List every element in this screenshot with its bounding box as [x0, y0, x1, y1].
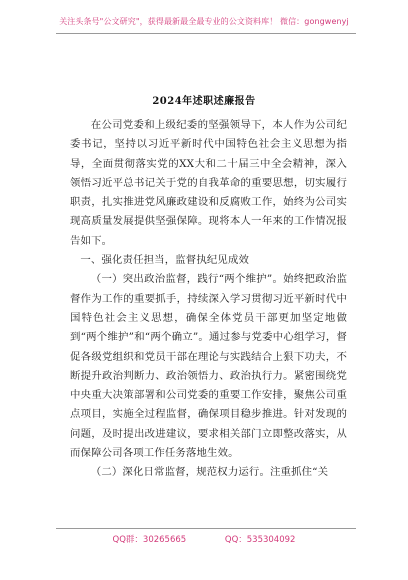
document-body — [70, 116, 347, 483]
document-title: 2024年述职述廉报告 — [152, 96, 256, 107]
footer-contact — [0, 533, 408, 545]
body-paragraph: （一）突出政治监督，践行“两个维护”。始终把政治监督作为工作的重要抓手，持续深入学习贯彻习近平新时代中国特色社会主义思想，确保全体党员干部更加坚定地做到“两个维护”和“两个确立”。通过参与党委中心组学习，督促各级党组织和党员干部在理论与实践结合上狠下功夫，不断提升政治判断力、政治领悟力、政治执行力。紧密围绕党中央重大决策部署和公司党委的重要工作安排，聚焦公司重点项目，实施全过程监督，确保项目稳步推进。针对发现的问题，及时提出改进建议，要求相关部门立即整改落实，从而保障公司各项工作任务落地生效。 — [70, 273, 347, 460]
header-divider — [56, 33, 356, 34]
footer-divider — [56, 528, 356, 529]
footer-qq[interactable]: QQ：535304092 — [224, 535, 296, 545]
section-heading: 一、强化责任担当，监督执纪见成效 — [80, 254, 250, 267]
top-banner-text[interactable]: 关注头条号"公文研究"，获得最新最全最专业的公文资料库！ 微信：gongwenyj — [59, 17, 349, 26]
intro-paragraph: 在公司党委和上级纪委的坚强领导下，本人作为公司纪委书记，坚持以习近平新时代中国特色社会主义思想为指导，全面贯彻落实党的XX大和二十届三中全会精神，深入领悟习近平总书记关于党的自我革命的重要思想，切实履行职责，扎实推进党风廉政建设和反腐败工作，始终为公司实现高质量发展提供坚强保障。现将本人一年来的工作情况报告如下。 — [70, 119, 347, 247]
body-paragraph-partial: （二）深化日常监督，规范权力运行。注重抓住“关 — [90, 466, 329, 479]
footer-qq-group[interactable]: QQ群：30265665 — [112, 535, 187, 545]
